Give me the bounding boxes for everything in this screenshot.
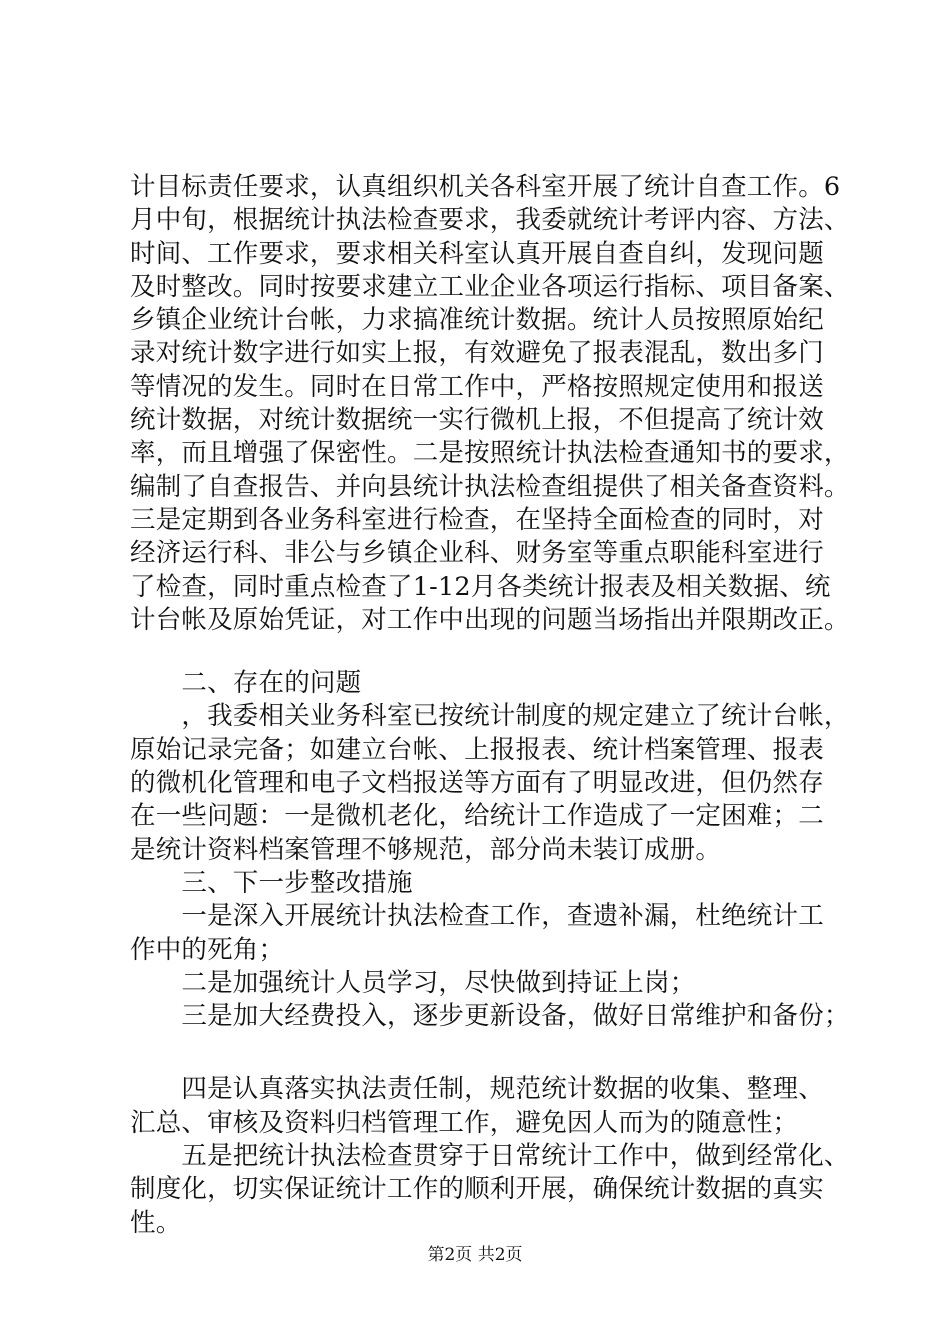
text-line: 编制了自查报告、并向县统计执法检查组提供了相关备查资料。 xyxy=(130,471,850,502)
text-line: 率，而且增强了保密性。二是按照统计执法检查通知书的要求， xyxy=(130,438,850,469)
measure-line: 四是认真落实执法责任制，规范统计数据的收集、整理、 xyxy=(130,1074,824,1105)
text-line: ，我委相关业务科室已按统计制度的规定建立了统计台帐， xyxy=(130,701,850,732)
text-line: 及时整改。同时按要求建立工业企业各项运行指标、项目备案、 xyxy=(130,271,850,302)
measure-line: 三是加大经费投入，逐步更新设备，做好日常维护和备份； xyxy=(130,1001,850,1032)
text-line: 录对统计数字进行如实上报，有效避免了报表混乱，数出多门 xyxy=(130,338,824,369)
text-line: 了检查，同时重点检查了1-12月各类统计报表及相关数据、统 xyxy=(130,571,831,602)
text-line: 三是定期到各业务科室进行检查，在坚持全面检查的同时，对 xyxy=(130,504,824,535)
measures-list-part2 xyxy=(130,1073,850,1239)
section-heading-problems: 二、存在的问题 xyxy=(130,668,362,699)
paragraph-gap xyxy=(130,637,820,667)
section-heading-next-steps: 三、下一步整改措施 xyxy=(130,867,413,898)
measure-line: 五是把统计执法检查贯穿于日常统计工作中，做到经常化、 xyxy=(130,1141,850,1172)
measures-list-part1 xyxy=(130,900,850,1033)
document-body xyxy=(130,171,850,1240)
page-number-footer: 第2页 共2页 xyxy=(427,1245,523,1265)
measure-line: 性。 xyxy=(130,1207,182,1238)
text-line: 经济运行科、非公与乡镇企业科、财务室等重点职能科室进行 xyxy=(130,538,824,569)
measure-line: 汇总、审核及资料归档管理工作，避免因人而为的随意性； xyxy=(130,1107,799,1138)
paragraph-gap xyxy=(130,1033,820,1073)
text-line: 统计数据，对统计数据统一实行微机上报，不但提高了统计效 xyxy=(130,405,824,436)
measure-line: 作中的死角； xyxy=(130,934,285,965)
text-line: 等情况的发生。同时在日常工作中，严格按照规定使用和报送 xyxy=(130,371,824,402)
text-line: 原始记录完备；如建立台帐、上报报表、统计档案管理、报表 xyxy=(130,734,824,765)
text-line: 是统计资料档案管理不够规范，部分尚未装订成册。 xyxy=(130,834,722,865)
text-line: 月中旬，根据统计执法检查要求，我委就统计考评内容、方法、 xyxy=(130,205,850,236)
paragraph-problems xyxy=(130,700,850,866)
text-line: 时间、工作要求，要求相关科室认真开展自查自纠，发现问题 xyxy=(130,238,824,269)
text-line: 计台帐及原始凭证，对工作中出现的问题当场指出并限期改正。 xyxy=(130,604,850,635)
text-line: 计目标责任要求，认真组织机关各科室开展了统计自查工作。6 xyxy=(130,172,841,202)
text-line: 的微机化管理和电子文档报送等方面有了明显改进，但仍然存 xyxy=(130,768,824,799)
paragraph-self-inspection xyxy=(130,171,850,637)
measure-line: 一是深入开展统计执法检查工作，查遗补漏，杜绝统计工 xyxy=(130,901,824,932)
measure-line: 制度化，切实保证统计工作的顺利开展，确保统计数据的真实 xyxy=(130,1174,824,1205)
text-line: 在一些问题：一是微机老化，给统计工作造成了一定困难；二 xyxy=(130,801,824,832)
text-line: 乡镇企业统计台帐，力求搞准统计数据。统计人员按照原始纪 xyxy=(130,305,824,336)
measure-line: 二是加强统计人员学习，尽快做到持证上岗； xyxy=(130,967,696,998)
